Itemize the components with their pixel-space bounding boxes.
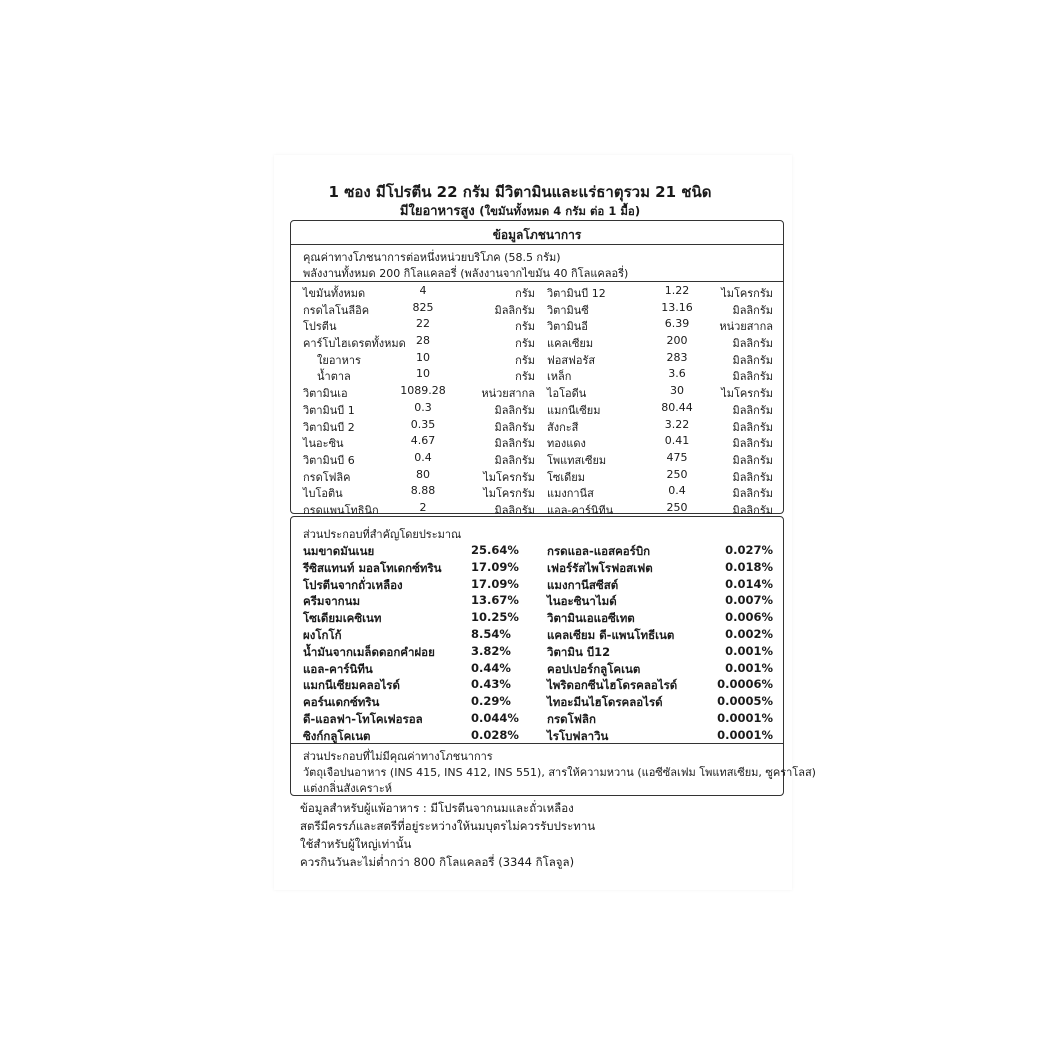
ingredient-row (547, 560, 773, 577)
ingredient-name: โปรตีนจากถั่วเหลือง (303, 577, 403, 592)
ingredient-percent: 0.0001% (717, 710, 773, 725)
nutrient-unit: กรัม (515, 370, 535, 384)
nutrient-value: 1089.28 (400, 384, 446, 398)
allergy-line-3: ใช้สำหรับผู้ใหญ่เท่านั้น (300, 837, 412, 851)
ingredient-row (303, 677, 517, 694)
ingredient-name: ไพริดอกซีนไฮโดรคลอไรด์ (547, 678, 678, 693)
nutrient-value: 0.41 (664, 434, 690, 448)
ingredient-percent: 0.0005% (717, 694, 773, 709)
nutrient-unit: มิลลิกรัม (732, 337, 773, 351)
nutrient-row (547, 334, 773, 351)
ingredient-name: ไรโบฟลาวิน (547, 728, 609, 743)
nutrient-name: วิตามินอี (547, 320, 588, 334)
ingredient-name: เฟอร์รัสไพโรฟอสเฟต (547, 560, 653, 575)
ingredient-percent: 3.82% (471, 643, 511, 658)
nutrient-value: 250 (666, 500, 688, 514)
nutrition-title: ข้อมูลโภชนาการ (492, 228, 582, 242)
allergy-line-4: ควรกินวันละไม่ต่ำกว่า 800 กิโลแคลอรี่ (3344 กิโลจูล) (300, 855, 575, 869)
nutrient-name: โซเดียม (547, 470, 585, 484)
nutrient-unit: ไมโครกรัม (721, 287, 773, 300)
nutrient-value: 283 (666, 350, 688, 364)
nutrient-value: 200 (666, 334, 688, 348)
nutrient-row (303, 367, 535, 384)
nutrient-value: 475 (666, 450, 688, 464)
nutrient-row (547, 434, 773, 451)
ingredient-row (303, 644, 517, 661)
ingredient-name: ไนอะซินาไมด์ (547, 594, 617, 609)
ingredient-row (547, 610, 773, 627)
ingredient-percent: 10.25% (471, 610, 519, 625)
nutrient-row (547, 468, 773, 485)
subheadline-main: มีใยอาหารสูง (399, 204, 475, 219)
nutrient-unit: มิลลิกรัม (732, 403, 773, 417)
ingredient-row (547, 694, 773, 711)
nutrient-row (547, 451, 773, 468)
nutrient-unit: กรัม (515, 287, 535, 300)
ingredient-percent: 0.0006% (717, 677, 773, 692)
nutrient-name: แคลเซียม (547, 337, 594, 351)
nutrient-name: คาร์โบไฮเดรตทั้งหมด (303, 337, 406, 351)
ingredient-row (303, 627, 517, 644)
allergy-line-1: ข้อมูลสำหรับผู้แพ้อาหาร : มีโปรตีนจากนมและถั่วเหลือง (300, 801, 574, 815)
nutrient-name: กรดไลโนลีอิค (303, 303, 370, 317)
nutrient-value: 0.35 (410, 417, 436, 431)
ingredient-name: แคลเซียม ดี-แพนโทธีเนต (547, 627, 675, 642)
ingredient-name: ครีมจากนม (303, 594, 361, 609)
nutrient-unit: มิลลิกรัม (732, 487, 773, 501)
nutrient-value: 13.16 (661, 300, 693, 314)
nutrient-unit: มิลลิกรัม (732, 470, 773, 484)
allergy-line-2: สตรีมีครรภ์และสตรีที่อยู่ระหว่างให้นมบุตรไม่ควรรับประทาน (300, 819, 596, 833)
non-nutritive-title: ส่วนประกอบที่ไม่มีคุณค่าทางโภชนาการ (303, 750, 493, 763)
nutrient-value: 0.4 (668, 484, 686, 498)
nutrition-facts-box (290, 220, 784, 517)
nutrient-name: ไอโอดีน (547, 387, 587, 401)
nutrition-right-column (547, 284, 773, 518)
ingredient-percent: 0.002% (725, 626, 773, 641)
nutrient-row (303, 317, 535, 334)
ingredient-percent: 0.018% (725, 559, 773, 574)
nutrient-unit: มิลลิกรัม (732, 503, 773, 517)
nutrient-value: 0.4 (414, 450, 432, 464)
nutrient-unit: มิลลิกรัม (732, 303, 773, 317)
ingredient-percent: 17.09% (471, 559, 519, 574)
nutrient-row (303, 484, 535, 501)
nutrient-name: ใยอาหาร (317, 353, 361, 367)
nutrient-unit: มิลลิกรัม (494, 453, 535, 467)
nutrient-name: ไขมันทั้งหมด (303, 287, 366, 300)
nutrient-value: 6.39 (664, 317, 690, 331)
composition-left-column (303, 543, 517, 745)
ingredient-name: ไทอะมีนไฮโดรคลอไรด์ (547, 695, 663, 710)
ingredient-percent: 0.29% (471, 694, 511, 709)
ingredient-row (547, 593, 773, 610)
nutrient-unit: ไมโครกรัม (721, 387, 773, 401)
ingredient-row (547, 677, 773, 694)
subheadline-note: (ใขมันทั้งหมด 4 กรัม ต่อ 1 มื้อ) (479, 204, 641, 218)
serving-line: คุณค่าทางโภชนาการต่อหนึ่งหน่วยบริโภค (58.5 กรัม) (303, 251, 561, 264)
nutrient-row (303, 401, 535, 418)
ingredient-row (303, 610, 517, 627)
nutrient-value: 8.88 (410, 484, 436, 498)
nutrient-unit: กรัม (515, 320, 535, 334)
nutrient-value: 825 (412, 300, 434, 314)
ingredient-row (547, 644, 773, 661)
nutrient-value: 30 (670, 384, 684, 398)
nutrient-unit: กรัม (515, 353, 535, 367)
nutrient-unit: มิลลิกรัม (494, 437, 535, 451)
ingredient-name: ซิงก์กลูโคเนต (303, 728, 371, 743)
ingredient-row (547, 577, 773, 594)
ingredient-percent: 0.027% (725, 543, 773, 557)
nutrient-name: สังกะสี (547, 420, 579, 434)
ingredient-name: ผงโกโก้ (303, 627, 342, 642)
nutrient-unit: หน่วยสากล (719, 320, 773, 334)
ingredient-percent: 0.001% (725, 660, 773, 675)
nutrient-name: โปรตีน (303, 320, 337, 334)
nutrient-row (303, 301, 535, 318)
divider (291, 743, 783, 744)
ingredient-percent: 0.006% (725, 610, 773, 625)
nutrient-unit: กรัม (515, 337, 535, 351)
ingredient-percent: 13.67% (471, 593, 519, 608)
nutrient-name: ไนอะซิน (303, 437, 344, 451)
nutrient-name: วิตามินบี 2 (303, 420, 355, 434)
nutrient-value: 0.3 (414, 400, 432, 414)
nutrient-value: 3.6 (668, 367, 686, 381)
ingredient-name: น้ำมันจากเมล็ดดอกคำฝอย (303, 644, 435, 659)
ingredient-name: ดี-แอลฟา-โทโคเฟอรอล (303, 711, 423, 726)
nutrient-unit: ไมโครกรัม (483, 487, 535, 501)
nutrient-row (547, 418, 773, 435)
nutrient-name: แมงกานีส (547, 487, 594, 501)
composition-right-column (547, 543, 773, 745)
nutrient-name: โพแทสเซียม (547, 453, 607, 467)
ingredient-name: กรดโฟลิก (547, 711, 596, 726)
ingredient-name: กรดแอล-แอสคอร์บิก (547, 544, 651, 558)
nutrient-value: 4 (419, 284, 427, 297)
nutrient-value: 1.22 (664, 284, 690, 297)
nutrient-unit: มิลลิกรัม (732, 420, 773, 434)
nutrient-row (547, 367, 773, 384)
ingredient-percent: 0.001% (725, 643, 773, 658)
nutrient-row (547, 284, 773, 301)
subheadline (0, 200, 1040, 221)
ingredient-row (303, 560, 517, 577)
composition-title: ส่วนประกอบที่สำคัญโดยประมาณ (303, 528, 462, 541)
nutrient-name: เหล็ก (547, 370, 572, 384)
nutrient-name: วิตามินบี 1 (303, 403, 355, 417)
nutrient-name: ฟอสฟอรัส (547, 353, 596, 367)
nutrient-name: วิตามินบี 6 (303, 453, 355, 467)
nutrient-value: 4.67 (410, 434, 436, 448)
ingredient-percent: 8.54% (471, 626, 511, 641)
nutrient-name: แมกนีเซียม (547, 403, 601, 417)
non-nutritive-line-2: แต่งกลิ่นสังเคราะห์ (303, 782, 392, 795)
nutrient-name: น้ำตาล (317, 370, 351, 384)
nutrient-value: 3.22 (664, 417, 690, 431)
ingredient-row (547, 627, 773, 644)
nutrient-name: วิตามินบี 12 (547, 287, 606, 300)
nutrient-row (547, 301, 773, 318)
nutrient-row (303, 384, 535, 401)
ingredient-percent: 0.028% (471, 727, 519, 742)
nutrient-row (303, 434, 535, 451)
ingredient-percent: 0.007% (725, 593, 773, 608)
nutrient-row (303, 351, 535, 368)
divider (291, 281, 783, 282)
ingredient-row (547, 711, 773, 728)
nutrient-value: 10 (416, 367, 430, 381)
nutrient-row (547, 484, 773, 501)
ingredient-percent: 0.044% (471, 710, 519, 725)
ingredient-percent: 0.014% (725, 576, 773, 591)
nutrient-row (303, 468, 535, 485)
ingredient-row (547, 661, 773, 678)
nutrient-unit: มิลลิกรัม (732, 437, 773, 451)
divider (291, 244, 783, 245)
nutrient-name: วิตามินเอ (303, 387, 348, 401)
nutrient-name: กรดแพนโทธินิก (303, 503, 379, 517)
ingredient-row (303, 543, 517, 560)
ingredient-row (303, 661, 517, 678)
nutrient-value: 2 (419, 500, 427, 514)
ingredient-name: วิตามิน บี12 (547, 644, 611, 659)
ingredient-name: คอปเปอร์กลูโคเนต (547, 661, 641, 676)
nutrient-row (303, 284, 535, 301)
nutrient-unit: มิลลิกรัม (494, 403, 535, 417)
ingredient-name: แมงกานีสซีสต์ (547, 577, 619, 592)
nutrient-value: 10 (416, 350, 430, 364)
nutrient-unit: มิลลิกรัม (494, 503, 535, 517)
nutrient-row (547, 384, 773, 401)
headline: 1 ซอง มีโปรตีน 22 กรัม มีวิตามินและแร่ธาตุรวม 21 ชนิด (328, 183, 712, 201)
nutrition-left-column (303, 284, 535, 518)
ingredient-row (303, 711, 517, 728)
ingredient-name: แอล-คาร์นิทีน (303, 661, 373, 676)
nutrient-unit: มิลลิกรัม (732, 370, 773, 384)
ingredient-name: แมกนีเซียมคลอไรด์ (303, 678, 400, 693)
nutrient-value: 80.44 (661, 400, 693, 414)
nutrient-name: แอล-คาร์นิทีน (547, 503, 614, 517)
ingredient-name: รีซิสแทนท์ มอลโทเดกซ์ทริน (303, 560, 442, 575)
nutrient-row (547, 401, 773, 418)
nutrient-unit: ไมโครกรัม (483, 470, 535, 484)
nutrient-unit: มิลลิกรัม (732, 353, 773, 367)
nutrient-name: กรดโฟลิค (303, 470, 351, 484)
ingredient-row (303, 577, 517, 594)
nutrient-value: 28 (416, 334, 430, 348)
ingredient-row (547, 543, 773, 560)
nutrient-row (303, 418, 535, 435)
nutrient-row (547, 317, 773, 334)
nutrient-value: 80 (416, 467, 430, 481)
ingredient-row (303, 593, 517, 610)
ingredient-percent: 0.0001% (717, 727, 773, 742)
ingredient-name: นมขาดมันเนย (303, 544, 375, 558)
nutrient-unit: มิลลิกรัม (494, 420, 535, 434)
ingredient-row (303, 694, 517, 711)
nutrient-row (547, 351, 773, 368)
nutrient-value: 22 (416, 317, 430, 331)
ingredient-percent: 0.43% (471, 677, 511, 692)
nutrient-value: 250 (666, 467, 688, 481)
nutrient-unit: มิลลิกรัม (494, 303, 535, 317)
ingredient-percent: 17.09% (471, 576, 519, 591)
non-nutritive-line-1: วัตถุเจือปนอาหาร (INS 415, INS 412, INS 551), สารให้ความหวาน (แอซีซัลเฟม โพแทสเซียม, ซูคราโลส) (303, 766, 816, 779)
nutrient-unit: มิลลิกรัม (732, 453, 773, 467)
energy-line: พลังงานทั้งหมด 200 กิโลแคลอรี่ (พลังงานจากไขมัน 40 กิโลแคลอรี่) (303, 267, 629, 280)
nutrient-name: ไบโอติน (303, 487, 343, 501)
ingredient-name: โซเดียมเคซิเนท (303, 611, 382, 626)
nutrient-unit: หน่วยสากล (481, 387, 535, 401)
ingredient-name: คอร์นเดกซ์ทริน (303, 695, 380, 710)
ingredient-name: วิตามินเอแอซีเทต (547, 611, 635, 626)
composition-box (290, 516, 816, 796)
ingredient-percent: 0.44% (471, 660, 511, 675)
nutrient-name: ทองแดง (547, 437, 586, 451)
nutrient-name: วิตามินซี (547, 303, 589, 317)
ingredient-percent: 25.64% (471, 543, 519, 557)
nutrient-row (303, 334, 535, 351)
nutrient-row (303, 451, 535, 468)
